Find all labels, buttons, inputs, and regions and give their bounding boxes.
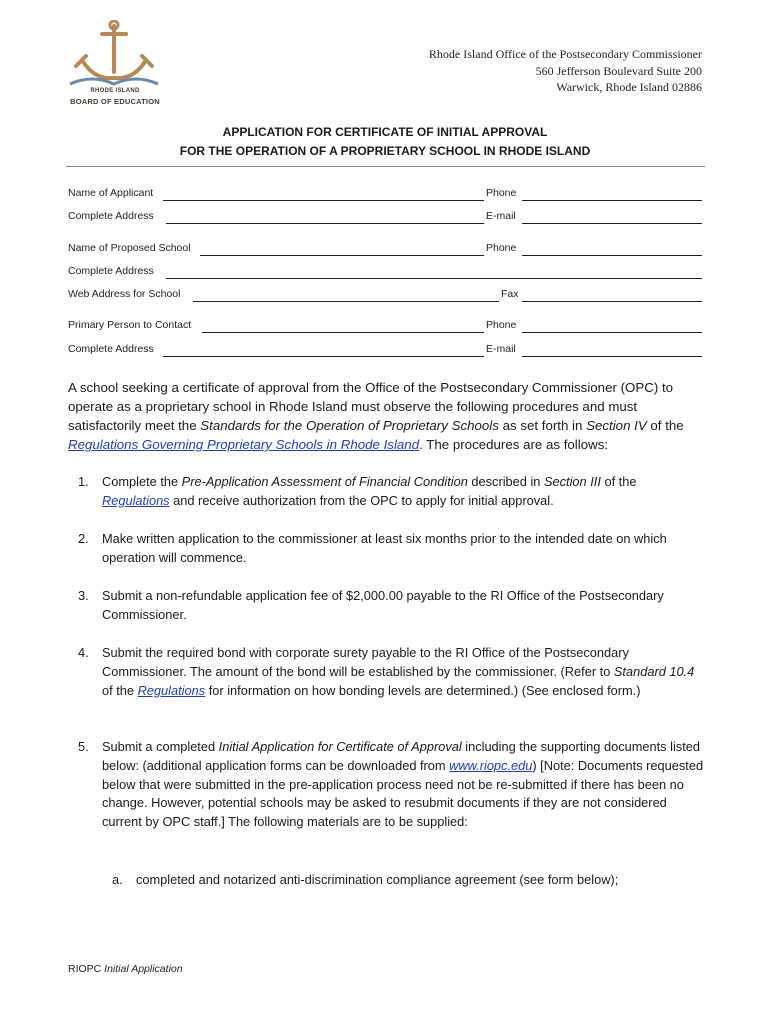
- fax-label: Fax: [501, 288, 519, 300]
- intro-paragraph: A school seeking a certificate of approval from the Office of the Postsecondary Commissioner (OPC) to operate as a proprietary school in Rhode Island must observe the following procedures and must satisfactorily meet the Standards for the Operation of Proprietary Schools as set forth in Section IV of the Regulations Governing Proprietary Schools in Rhode Island. The procedures are as follows:: [68, 380, 684, 452]
- address-field-1[interactable]: [166, 223, 484, 224]
- primary-contact-label: Primary Person to Contact: [68, 319, 192, 331]
- phone-field-1[interactable]: [522, 200, 702, 201]
- address-label-1: Complete Address: [68, 210, 154, 222]
- email-field-1[interactable]: [522, 223, 702, 224]
- name-of-applicant-field[interactable]: [163, 200, 484, 201]
- email-label-1: E-mail: [486, 210, 516, 222]
- primary-contact-field[interactable]: [202, 332, 484, 333]
- phone-field-3[interactable]: [522, 332, 702, 333]
- page-title-line1: APPLICATION FOR CERTIFICATE OF INITIAL APPROVAL: [222, 125, 548, 139]
- address-label-2: Complete Address: [68, 265, 154, 277]
- office-address: [429, 46, 702, 96]
- regulations-link[interactable]: Regulations Governing Proprietary Schools in Rhode Island: [68, 437, 420, 452]
- phone-label-1: Phone: [486, 187, 517, 199]
- phone-label-3: Phone: [486, 319, 517, 331]
- phone-label-2: Phone: [486, 242, 517, 254]
- riopc-website-link[interactable]: www.riopc.edu: [449, 757, 533, 773]
- page-title-line2: FOR THE OPERATION OF A PROPRIETARY SCHOOL IN RHODE ISLAND: [179, 144, 591, 158]
- logo-text-line1: RHODE ISLAND: [90, 88, 140, 94]
- proposed-school-field[interactable]: [200, 255, 484, 256]
- office-city: Warwick, Rhode Island 02886: [556, 80, 702, 94]
- address-field-2[interactable]: [166, 278, 702, 279]
- title-divider: [66, 166, 705, 167]
- fax-field[interactable]: [522, 301, 702, 302]
- step-1-regulations-link[interactable]: Regulations: [102, 492, 170, 508]
- logo-text-line2: BOARD OF EDUCATION: [70, 97, 160, 106]
- email-field-3[interactable]: [522, 356, 702, 357]
- proposed-school-label: Name of Proposed School: [68, 242, 191, 254]
- office-street: 560 Jefferson Boulevard Suite 200: [535, 63, 702, 78]
- name-of-applicant-label: Name of Applicant: [68, 187, 154, 199]
- phone-field-2[interactable]: [522, 255, 702, 256]
- web-address-label: Web Address for School: [68, 288, 181, 300]
- email-label-3: E-mail: [486, 343, 516, 355]
- address-label-3: Complete Address: [68, 343, 154, 355]
- web-address-field[interactable]: [193, 301, 499, 302]
- office-name: Rhode Island Office of the Postsecondary Commissioner: [428, 47, 702, 61]
- address-field-3[interactable]: [163, 356, 484, 357]
- page-footer: RIOPC Initial Application: [68, 963, 183, 975]
- step-4-regulations-link[interactable]: Regulations: [137, 682, 206, 698]
